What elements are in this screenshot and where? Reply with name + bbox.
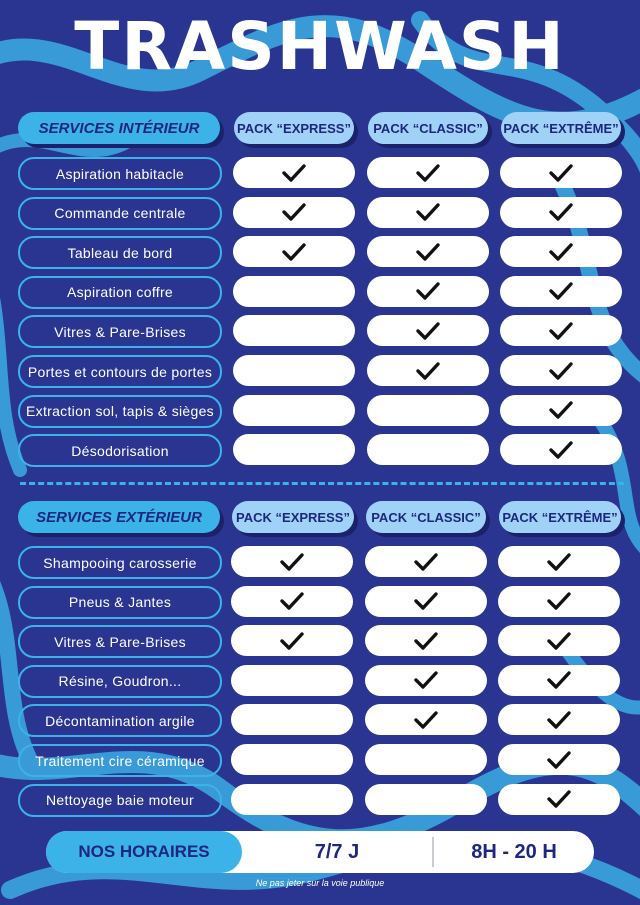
interior-pack-cell xyxy=(367,315,489,346)
section-divider xyxy=(20,482,624,485)
interior-pack-cell xyxy=(367,395,489,426)
checkmark-icon xyxy=(548,162,574,184)
exterior-pack-cell xyxy=(231,704,353,735)
exterior-pack-cell xyxy=(365,625,487,656)
interior-pack-cell xyxy=(367,355,489,386)
checkmark-icon xyxy=(546,590,572,612)
checkmark-icon xyxy=(279,551,305,573)
checkmark-icon xyxy=(546,551,572,573)
checkmark-icon xyxy=(281,201,307,223)
exterior-pack-cell xyxy=(365,784,487,815)
exterior-pack-cell xyxy=(365,546,487,577)
checkmark-icon xyxy=(281,241,307,263)
checkmark-icon xyxy=(413,630,439,652)
exterior-pack-cell xyxy=(498,586,620,617)
exterior-pack-cell xyxy=(231,744,353,775)
footer-note: Ne pas jeter sur la voie publique xyxy=(255,878,385,888)
interior-service-label: Commande centrale xyxy=(18,197,222,230)
hours-time: 8H - 20 H xyxy=(471,840,557,863)
interior-service-label: Tableau de bord xyxy=(18,236,222,269)
checkmark-icon xyxy=(413,709,439,731)
exterior-pack-cell xyxy=(498,546,620,577)
checkmark-icon xyxy=(548,320,574,342)
exterior-pack-cell xyxy=(365,744,487,775)
checkmark-icon xyxy=(546,749,572,771)
checkmark-icon xyxy=(415,241,441,263)
interior-pack-cell xyxy=(500,157,622,188)
interior-service-label: Portes et contours de portes xyxy=(18,355,222,388)
interior-pack-cell xyxy=(233,395,355,426)
exterior-pack-cell xyxy=(365,665,487,696)
checkmark-icon xyxy=(548,280,574,302)
checkmark-icon xyxy=(546,669,572,691)
checkmark-icon xyxy=(281,162,307,184)
exterior-pack-header-2: PACK “CLASSIC” xyxy=(366,501,486,533)
exterior-service-label: Traitement cire céramique xyxy=(18,744,222,777)
exterior-pack-cell xyxy=(231,625,353,656)
interior-service-label: Désodorisation xyxy=(18,434,222,467)
checkmark-icon xyxy=(413,669,439,691)
interior-pack-cell xyxy=(233,157,355,188)
checkmark-icon xyxy=(415,162,441,184)
interior-pack-cell xyxy=(500,197,622,228)
exterior-pack-header-1: PACK “EXPRESS” xyxy=(232,501,354,533)
checkmark-icon xyxy=(415,320,441,342)
exterior-pack-cell xyxy=(365,586,487,617)
interior-service-label: Aspiration habitacle xyxy=(18,157,222,190)
checkmark-icon xyxy=(415,201,441,223)
exterior-service-label: Résine, Goudron... xyxy=(18,665,222,698)
checkmark-icon xyxy=(548,439,574,461)
interior-pack-cell xyxy=(233,434,355,465)
interior-service-label: Vitres & Pare-Brises xyxy=(18,315,222,348)
exterior-pack-header-3: PACK “EXTRÊME” xyxy=(499,501,621,533)
exterior-pack-cell xyxy=(365,704,487,735)
exterior-pack-cell xyxy=(231,546,353,577)
interior-pack-cell xyxy=(500,434,622,465)
exterior-pack-cell xyxy=(498,665,620,696)
exterior-service-label: Pneus & Jantes xyxy=(18,586,222,619)
checkmark-icon xyxy=(415,280,441,302)
interior-pack-cell xyxy=(233,355,355,386)
checkmark-icon xyxy=(279,630,305,652)
checkmark-icon xyxy=(546,630,572,652)
interior-pack-cell xyxy=(500,236,622,267)
opening-hours-bar xyxy=(46,831,594,873)
hours-days: 7/7 J xyxy=(314,840,360,863)
exterior-pack-cell xyxy=(498,744,620,775)
exterior-pack-cell xyxy=(498,784,620,815)
checkmark-icon xyxy=(546,709,572,731)
interior-pack-cell xyxy=(233,197,355,228)
exterior-pack-cell xyxy=(498,704,620,735)
interior-pack-cell xyxy=(233,315,355,346)
interior-pack-cell xyxy=(367,434,489,465)
exterior-pack-cell xyxy=(231,665,353,696)
interior-service-label: Aspiration coffre xyxy=(18,276,222,309)
hours-label: NOS HORAIRES xyxy=(46,831,242,873)
interior-pack-cell xyxy=(367,236,489,267)
interior-pack-header-3: PACK “EXTRÊME” xyxy=(501,112,621,144)
checkmark-icon xyxy=(279,590,305,612)
exterior-pack-cell xyxy=(231,784,353,815)
exterior-pack-cell xyxy=(498,625,620,656)
exterior-service-label: Nettoyage baie moteur xyxy=(18,784,222,817)
exterior-service-label: Vitres & Pare-Brises xyxy=(18,625,222,658)
checkmark-icon xyxy=(413,551,439,573)
interior-pack-cell xyxy=(367,197,489,228)
interior-section-label: SERVICES INTÉRIEUR xyxy=(18,112,220,144)
checkmark-icon xyxy=(415,360,441,382)
interior-pack-cell xyxy=(233,236,355,267)
checkmark-icon xyxy=(413,590,439,612)
exterior-section-label: SERVICES EXTÉRIEUR xyxy=(18,501,220,533)
interior-pack-cell xyxy=(500,395,622,426)
checkmark-icon xyxy=(548,201,574,223)
exterior-pack-cell xyxy=(231,586,353,617)
interior-pack-cell xyxy=(367,276,489,307)
checkmark-icon xyxy=(548,360,574,382)
interior-pack-cell xyxy=(500,355,622,386)
interior-pack-cell xyxy=(500,276,622,307)
exterior-service-label: Shampooing carosserie xyxy=(18,546,222,579)
interior-pack-cell xyxy=(367,157,489,188)
checkmark-icon xyxy=(548,399,574,421)
interior-pack-header-2: PACK “CLASSIC” xyxy=(368,112,488,144)
interior-pack-cell xyxy=(500,315,622,346)
checkmark-icon xyxy=(546,788,572,810)
brand-title: TRASHWASH xyxy=(74,8,566,85)
interior-pack-cell xyxy=(233,276,355,307)
interior-pack-header-1: PACK “EXPRESS” xyxy=(234,112,354,144)
interior-service-label: Extraction sol, tapis & sièges xyxy=(18,395,222,428)
exterior-service-label: Décontamination argile xyxy=(18,704,222,737)
checkmark-icon xyxy=(548,241,574,263)
